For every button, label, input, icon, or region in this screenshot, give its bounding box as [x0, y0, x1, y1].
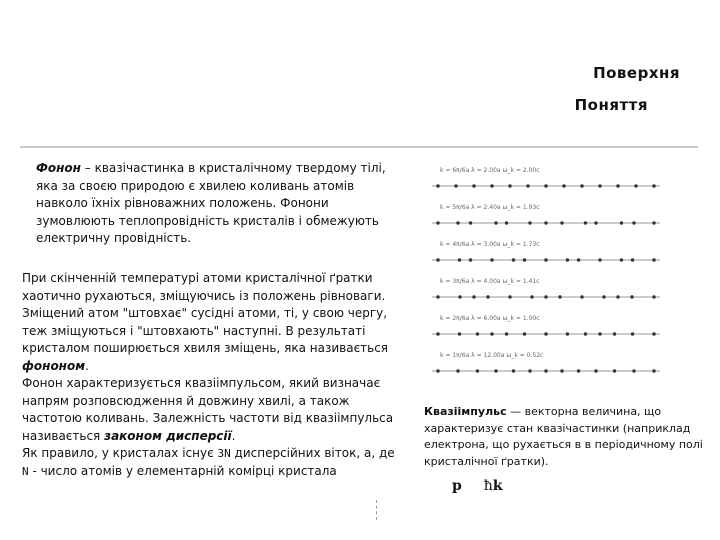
- atom-point: [594, 369, 597, 372]
- page-title: Поверхня: [593, 64, 680, 82]
- atom-point: [436, 295, 439, 298]
- atom-point: [616, 184, 619, 187]
- body-p2: Фонон характеризується квазіімпульсом, який визначає напрям розповсюдження й довжину хвилі, а також частотою коливань. Залежність частоти від квазіімпульса називається: [22, 376, 394, 443]
- body-p1-term: фононом: [22, 358, 86, 373]
- atom-point: [584, 332, 587, 335]
- atom-point: [631, 258, 634, 261]
- mode-label: k = 1π/6a λ = 12.00a ω_k = 0.52c: [440, 352, 544, 359]
- atom-point: [490, 332, 493, 335]
- formula-hbar: ħ: [483, 478, 493, 494]
- atom-point: [652, 369, 655, 372]
- atom-point: [456, 369, 459, 372]
- body-p3-c: - число атомів у елементарній комірці кристала: [28, 463, 337, 478]
- quasimomentum-formula: [452, 478, 503, 494]
- atom-point: [476, 332, 479, 335]
- atom-point: [566, 332, 569, 335]
- body-p2-term: законом дисперсії: [104, 428, 232, 443]
- atom-point: [494, 369, 497, 372]
- atom-point: [508, 295, 511, 298]
- quasi-term: Квазіімпульс: [424, 405, 507, 418]
- atom-point: [558, 295, 561, 298]
- atom-point: [436, 258, 439, 261]
- atom-point: [652, 295, 655, 298]
- atom-point: [472, 184, 475, 187]
- mode-label: k = 5π/6a λ = 2.40a ω_k = 1.93c: [440, 204, 540, 211]
- atom-point: [436, 184, 439, 187]
- atom-point: [562, 184, 565, 187]
- divider-line: [376, 500, 377, 520]
- body-p3-mono1: 3N: [217, 447, 231, 460]
- atom-point: [580, 295, 583, 298]
- atom-point: [523, 332, 526, 335]
- atom-point: [652, 332, 655, 335]
- atom-point: [577, 258, 580, 261]
- atom-point: [476, 369, 479, 372]
- atom-point: [613, 369, 616, 372]
- mode-label: k = 2π/6a λ = 6.00a ω_k = 1.00c: [440, 315, 540, 322]
- atom-point: [530, 295, 533, 298]
- atom-point: [594, 221, 597, 224]
- body-p2-end: .: [231, 428, 236, 443]
- atom-point: [454, 184, 457, 187]
- atom-point: [544, 332, 547, 335]
- atom-point: [620, 221, 623, 224]
- mode-label: k = 6π/6a λ = 2.00a ω_k = 2.00c: [440, 167, 540, 174]
- atom-point: [436, 332, 439, 335]
- atom-point: [456, 221, 459, 224]
- atom-point: [632, 221, 635, 224]
- header-divider: [20, 146, 698, 148]
- atom-point: [566, 258, 569, 261]
- quasimomentum-definition: [424, 404, 708, 470]
- atom-point: [490, 184, 493, 187]
- phonon-mode-chart: [424, 158, 670, 380]
- atom-point: [512, 369, 515, 372]
- atom-point: [544, 295, 547, 298]
- atom-point: [458, 332, 461, 335]
- body-p3-mono2: N: [22, 464, 29, 478]
- atom-point: [602, 295, 605, 298]
- atom-point: [494, 221, 497, 224]
- atom-point: [458, 295, 461, 298]
- atom-point: [469, 221, 472, 224]
- atom-point: [632, 369, 635, 372]
- atom-point: [613, 332, 616, 335]
- atom-point: [544, 221, 547, 224]
- mode-label: k = 4π/6a λ = 3.00a ω_k = 1.73c: [440, 241, 540, 248]
- phonon-definition: [36, 160, 406, 248]
- atom-point: [505, 332, 508, 335]
- mode-label: k = 3π/6a λ = 4.00a ω_k = 1.41c: [440, 278, 540, 285]
- atom-point: [577, 369, 580, 372]
- atom-point: [580, 184, 583, 187]
- body-p1-end: .: [85, 358, 89, 373]
- atom-point: [469, 258, 472, 261]
- atom-point: [598, 258, 601, 261]
- atom-point: [652, 258, 655, 261]
- atom-point: [528, 221, 531, 224]
- formula-p: p: [452, 478, 462, 494]
- atom-point: [598, 184, 601, 187]
- atom-point: [472, 295, 475, 298]
- atom-point: [560, 221, 563, 224]
- atom-point: [598, 332, 601, 335]
- atom-point: [544, 369, 547, 372]
- body-p3-b: дисперсійних віток, а, де: [230, 446, 395, 460]
- atom-point: [458, 258, 461, 261]
- atom-point: [560, 369, 563, 372]
- atom-point: [652, 221, 655, 224]
- atom-point: [620, 258, 623, 261]
- atom-point: [544, 258, 547, 261]
- atom-point: [436, 369, 439, 372]
- quasi-text: — векторна величина, що характеризує стан квазічастинки (наприклад електрона, що рухається в в періодичному полі кристалічної ґратки).: [424, 405, 703, 468]
- atom-point: [523, 258, 526, 261]
- atom-point: [630, 295, 633, 298]
- atom-point: [652, 184, 655, 187]
- body-text: [22, 270, 402, 480]
- atom-point: [505, 221, 508, 224]
- atom-point: [490, 258, 493, 261]
- atom-point: [616, 295, 619, 298]
- atom-point: [512, 258, 515, 261]
- page-subtitle: Поняття: [574, 96, 648, 114]
- atom-point: [486, 295, 489, 298]
- atom-point: [508, 184, 511, 187]
- atom-point: [528, 369, 531, 372]
- definition-text: – квазічастинка в кристалічному твердому тілі, яка за своєю природою є хвилею коливань атомів навколо їхніх рівноважних положень. Фонони зумовлюють теплопровідність кристалів і обмежують електричну провідність.: [36, 161, 386, 245]
- formula-k: k: [492, 478, 503, 494]
- body-p3-a: Як правило, у кристалах існує: [22, 446, 218, 460]
- atom-point: [526, 184, 529, 187]
- atom-point: [544, 184, 547, 187]
- definition-term: Фонон: [36, 161, 81, 175]
- atom-point: [436, 221, 439, 224]
- atom-point: [631, 332, 634, 335]
- atom-point: [584, 221, 587, 224]
- body-p1: При скінченній температурі атоми кристалічної ґратки хаотично рухаються, зміщуючись із положень рівноваги. Зміщений атом "штовхає" сусідні атоми, ті, у свою чергу, теж зміщуються і "штовхають" наступні. В результаті кристалом поширюється хвиля зміщень, яка називається: [22, 271, 389, 355]
- atom-point: [634, 184, 637, 187]
